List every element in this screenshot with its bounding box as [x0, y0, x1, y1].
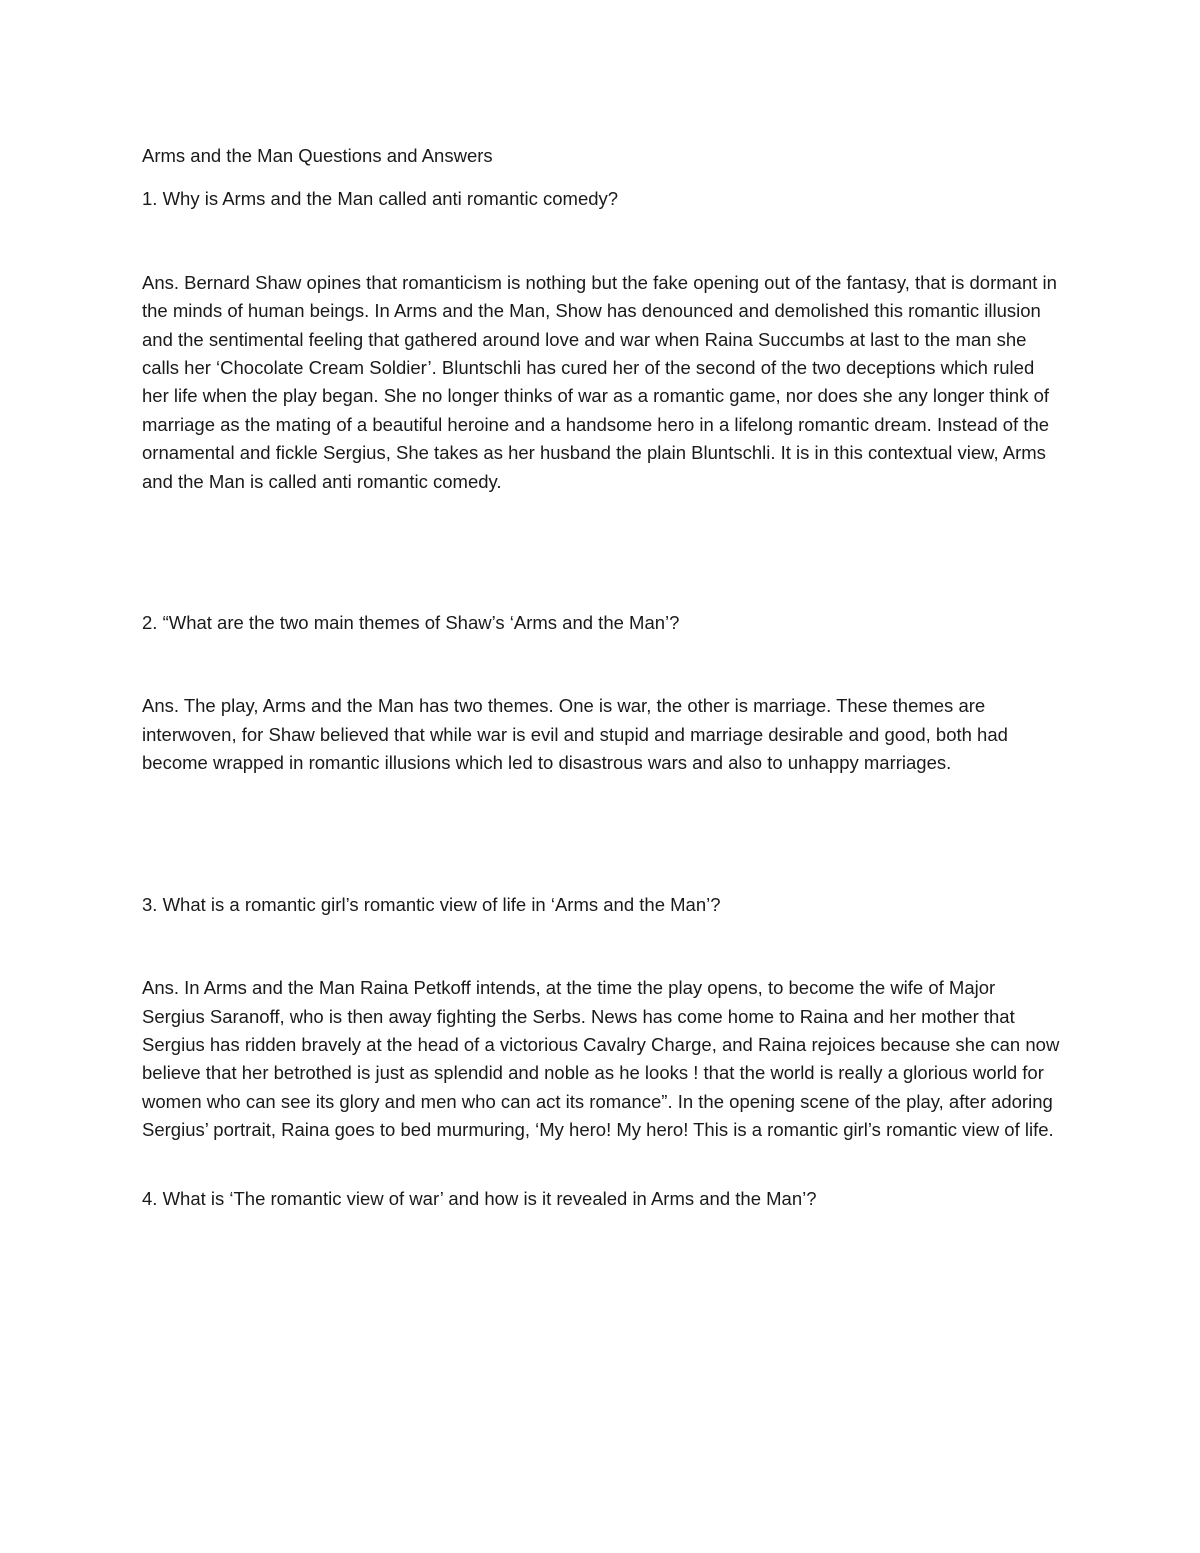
document-body	[142, 142, 1062, 1213]
question-1: 1. Why is Arms and the Man called anti romantic comedy?	[142, 188, 619, 210]
answer-1: Ans. Bernard Shaw opines that romanticism is nothing but the fake opening out of the fantasy, that is dormant in the minds of human beings. In Arms and the Man, Show has denounced and demolished this romantic illusion and the sentimental feeling that gathered around love and war when Raina Succumbs at last to the man she calls her ‘Chocolate Cream Soldier’. Bluntschli has cured her of the second of the two deceptions which ruled her life when the play began. She no longer thinks of war as a romantic game, nor does she any longer think of marriage as the mating of a beautiful heroine and a handsome hero in a lifelong romantic dream. Instead of the ornamental and fickle Sergius, She takes as her husband the plain Bluntschli. It is in this contextual view, Arms and the Man is called anti romantic comedy.	[142, 271, 1057, 492]
answer-2: Ans. The play, Arms and the Man has two themes. One is war, the other is marriage. These themes are interwoven, for Shaw believed that while war is evil and stupid and marriage desirable and good, both had become wrapped in romantic illusions which led to disastrous wars and also to unhappy marriages.	[142, 695, 1008, 774]
question-4: 4. What is ‘The romantic view of war’ and how is it revealed in Arms and the Man’?	[142, 1187, 817, 1209]
answer-3: Ans. In Arms and the Man Raina Petkoff intends, at the time the play opens, to become the wife of Major Sergius Saranoff, who is then away fighting the Serbs. News has come home to Raina and her mother that Sergius has ridden bravely at the head of a victorious Cavalry Charge, and Raina rejoices because she can now believe that her betrothed is just as splendid and noble as he looks ! that the world is really a glorious world for women who can see its glory and men who can act its romance”. In the opening scene of the play, after adoring Sergius’ portrait, Raina goes to bed murmuring, ‘My hero! My hero! This is a romantic girl’s romantic view of life.	[142, 977, 1060, 1141]
question-3: 3. What is a romantic girl’s romantic view of life in ‘Arms and the Man’?	[142, 893, 721, 915]
document-title: Arms and the Man Questions and Answers	[142, 145, 493, 166]
question-2: 2. “What are the two main themes of Shaw’s ‘Arms and the Man’?	[142, 612, 680, 634]
